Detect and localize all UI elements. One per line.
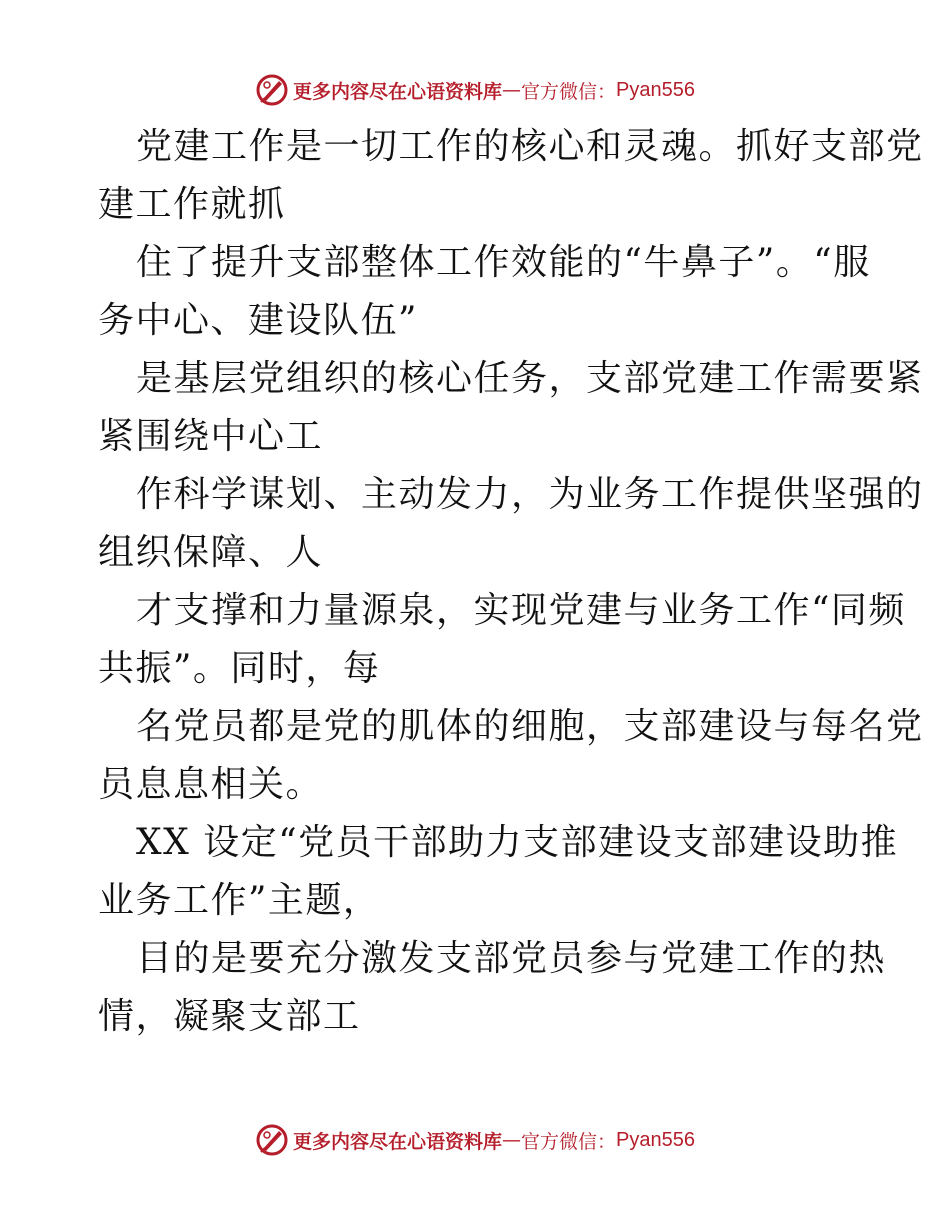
header-wechat-label: 官方微信： <box>521 80 617 103</box>
footer-wechat-label: 官方微信： <box>521 1130 617 1153</box>
paragraph-line: 共振”。同时，每 <box>98 648 381 689</box>
header-wechat-id: Pyan556 <box>616 78 695 101</box>
paragraph-6 <box>98 698 924 814</box>
paragraph-line: 业务工作”主题， <box>98 880 381 921</box>
paragraph-line: 建工作就抓 <box>98 184 286 225</box>
header-banner <box>0 70 950 110</box>
paragraph-line: 党建工作是一切工作的核心和灵魂。抓好支部党 <box>136 126 924 167</box>
footer-banner-inner <box>255 1123 695 1157</box>
paragraph-3 <box>98 350 924 466</box>
paragraph-line: 名党员都是党的肌体的细胞，支部建设与每名党 <box>136 706 924 747</box>
paragraph-line: 住了提升支部整体工作效能的“牛鼻子”。“服 <box>136 242 871 283</box>
paragraph-line: 务中心、建设队伍” <box>98 300 418 341</box>
paragraph-line: 目的是要充分激发支部党员参与党建工作的热 <box>136 938 887 979</box>
paragraph-5 <box>98 582 906 698</box>
paragraph-line: 才支撑和力量源泉，实现党建与业务工作“同频 <box>136 590 906 631</box>
paragraph-4 <box>98 466 924 582</box>
footer-dash: — <box>502 1129 522 1151</box>
header-banner-inner <box>255 73 695 107</box>
paragraph-8 <box>98 930 887 1046</box>
header-dash: — <box>502 79 522 101</box>
footer-wechat-id: Pyan556 <box>616 1128 695 1151</box>
paragraph-line: 紧围绕中心工 <box>98 416 324 457</box>
paragraph-line: 组织保障、人 <box>98 532 324 573</box>
paragraph-line: 情，凝聚支部工 <box>98 996 361 1037</box>
paragraph-7 <box>98 814 899 930</box>
document-body <box>98 118 924 1046</box>
paragraph-line: XX 设定“党员干部助力支部建设支部建设助推 <box>136 822 899 863</box>
quill-logo-icon <box>255 1123 289 1157</box>
quill-logo-icon <box>255 73 289 107</box>
paragraph-line: 员息息相关。 <box>98 764 324 805</box>
paragraph-1 <box>98 118 924 234</box>
paragraph-line: 作科学谋划、主动发力，为业务工作提供坚强的 <box>136 474 924 515</box>
header-site-text: 更多内容尽在心语资料库 <box>293 80 503 103</box>
paragraph-2 <box>98 234 871 350</box>
footer-banner <box>0 1120 950 1160</box>
footer-site-text: 更多内容尽在心语资料库 <box>293 1130 503 1153</box>
paragraph-line: 是基层党组织的核心任务，支部党建工作需要紧 <box>136 358 924 399</box>
